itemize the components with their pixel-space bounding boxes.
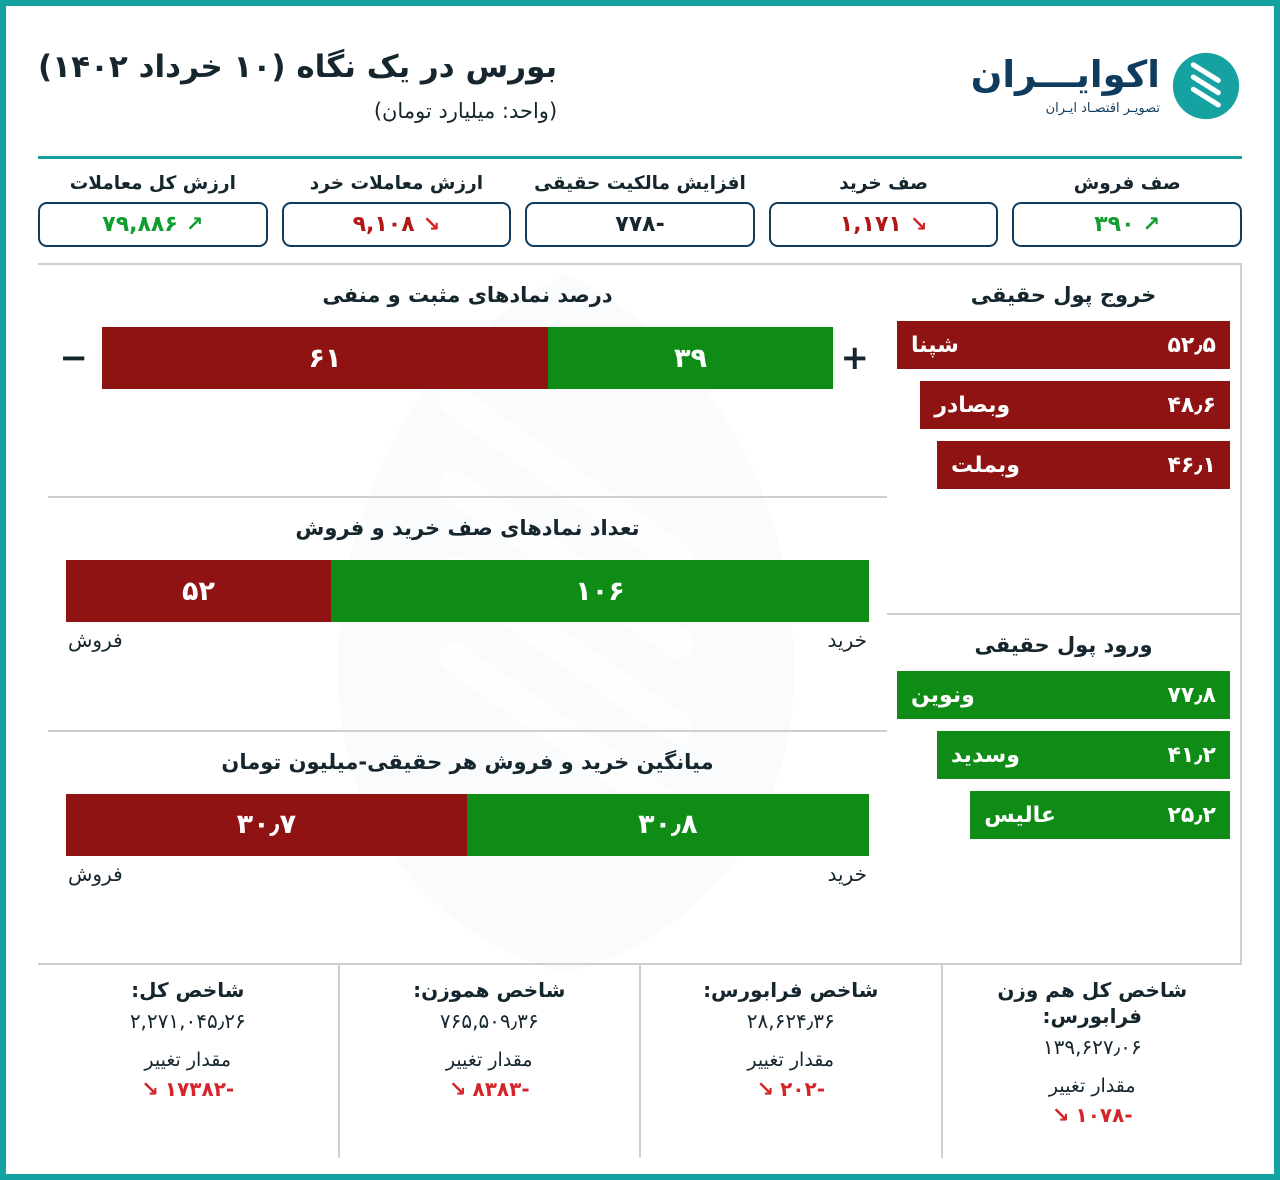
index-name: شاخص کل: [131,978,245,1002]
logo-tagline: تصویـر اقتصـاد ایـران [1045,101,1160,116]
outflow-value: ۴۶٫۱ [1167,452,1216,478]
symbols-percent-bar [58,327,877,389]
buy-segment: ۱۰۶ [331,560,869,622]
panel-outflow [887,265,1240,613]
inflow-value: ۷۷٫۸ [1167,682,1216,708]
eco-iran-logo-icon [1170,50,1242,122]
sell-label: فروش [68,628,123,653]
index-equal-weight [340,965,642,1158]
index-change [449,1077,530,1101]
avg-trade-title: میانگین خرید و فروش هر حقیقی-میلیون تومان [221,749,714,774]
index-value: ۲۸,۶۲۴٫۳۶ [746,1009,835,1033]
index-name: شاخص هموزن: [413,978,566,1002]
index-name: شاخص کل هم وزن فرابورس: [997,978,1188,1028]
inflow-symbol: وسدید [950,742,1020,768]
index-value: ۲,۲۷۱,۰۴۵٫۲۶ [129,1009,246,1033]
sell-segment: ۵۲ [66,560,331,622]
kpi-box [525,202,755,247]
title-block [38,49,557,123]
kpi-box [282,202,512,247]
kpi-label: ارزش معاملات خرد [309,173,484,194]
avg-trade-captions [58,856,877,886]
inflow-title: ورود پول حقیقی [974,633,1153,657]
arrow-down-icon: ↘ [422,212,441,236]
symbols-percent-title: درصد نمادهای مثبت و منفی [322,283,613,307]
inflow-value: ۴۱٫۲ [1167,742,1216,768]
page-subtitle: (واحد: میلیارد تومان) [373,99,558,123]
index-change-value: -۱۷۳۸۲ [164,1077,235,1101]
index-change-value: -۸۳۸۳ [472,1077,530,1101]
index-name: شاخص فرابورس: [703,978,879,1002]
index-total-equal-weight-farabourse [943,965,1243,1158]
panel-avg-trade [48,730,887,963]
page-header [6,6,1274,156]
kpi-value: ۹,۱۰۸ [352,212,415,237]
index-value: ۱۳۹,۶۲۷٫۰۶ [1042,1035,1142,1059]
index-change-value: -۱۰۷۸ [1075,1103,1133,1127]
kpi-label: ارزش کل معاملات [69,173,236,194]
kpi-real-ownership-change [525,173,755,247]
kpi-buy-queue [769,173,999,247]
outflow-symbol: وبصادر [934,392,1011,418]
arrow-down-icon: ↘ [448,1076,467,1101]
kpi-retail-trade-value [282,173,512,247]
outflow-value: ۴۸٫۶ [1167,392,1216,418]
indices-row [38,963,1242,1158]
outflow-symbol: شپنا [911,332,959,358]
outflow-row [920,381,1230,429]
index-change-value: -۲۰۲ [780,1077,826,1101]
buy-label: خرید [827,861,867,886]
buy-label: خرید [827,628,867,653]
panel-queue-counts [48,496,887,729]
queue-counts-bar [58,560,877,622]
index-change [1052,1103,1133,1127]
inflow-row [970,791,1230,839]
kpi-box [769,202,999,247]
brand-logo [971,50,1242,122]
inflow-symbol: عالیس [984,802,1056,828]
arrow-down-icon: ↘ [141,1076,159,1101]
inflow-row [937,731,1230,779]
sell-segment: ۳۰٫۷ [66,794,467,856]
index-total [38,965,340,1158]
kpi-box [1012,202,1242,247]
avg-trade-bar [58,794,877,856]
queue-counts-captions [58,622,877,652]
outflow-symbol: وبملت [950,452,1020,478]
outflow-title: خروج پول حقیقی [970,283,1157,307]
inflow-row [897,671,1230,719]
bars-column [38,265,887,963]
index-change-label: مقدار تغییر [445,1049,533,1071]
outflow-value: ۵۲٫۵ [1167,332,1216,358]
kpi-label: صف فروش [1073,173,1181,194]
kpi-sell-queue [1012,173,1242,247]
index-change [141,1077,234,1101]
kpi-box [38,202,268,247]
minus-sign: − [59,338,88,378]
panel-symbols-percent [48,265,887,496]
outflow-row [897,321,1230,369]
sell-label: فروش [68,861,123,886]
queue-counts-title: تعداد نمادهای صف خرید و فروش [295,516,640,541]
index-change-label: مقدار تغییر [144,1049,232,1071]
positive-segment: ۳۹ [548,327,833,389]
kpi-total-trade-value [38,173,268,247]
index-change [756,1077,825,1101]
kpi-row [6,159,1274,257]
inflow-value: ۲۵٫۲ [1167,802,1216,828]
outflow-row [937,441,1230,489]
buy-segment: ۳۰٫۸ [467,794,869,856]
kpi-value: ۷۹,۸۸۶ [102,212,178,237]
panel-inflow [887,613,1240,963]
kpi-label: افزایش مالکیت حقیقی [534,173,746,194]
money-flow-column [887,265,1242,963]
arrow-up-icon: ↗ [185,212,204,236]
body-grid [38,263,1242,963]
kpi-label: صف خرید [839,173,929,194]
negative-segment: ۶۱ [102,327,548,389]
index-change-label: مقدار تغییر [747,1049,835,1071]
index-change-label: مقدار تغییر [1048,1075,1136,1097]
logo-name: اکوایـــران [970,53,1160,96]
arrow-down-icon: ↘ [756,1076,775,1101]
page-title: بورس در یک نگاه (۱۰ خرداد ۱۴۰۲) [38,49,558,85]
arrow-down-icon: ↘ [909,212,928,236]
plus-sign: + [840,338,869,378]
kpi-value: ۳۹۰ [1094,212,1135,237]
inflow-symbol: ونوین [911,682,975,708]
kpi-value: ۱,۱۷۱ [839,212,902,237]
index-farabourse [641,965,943,1158]
arrow-down-icon: ↘ [1051,1102,1070,1127]
arrow-up-icon: ↗ [1142,212,1161,236]
kpi-value: -۷۷۸ [615,212,665,237]
index-value: ۷۶۵,۵۰۹٫۳۶ [439,1009,539,1033]
